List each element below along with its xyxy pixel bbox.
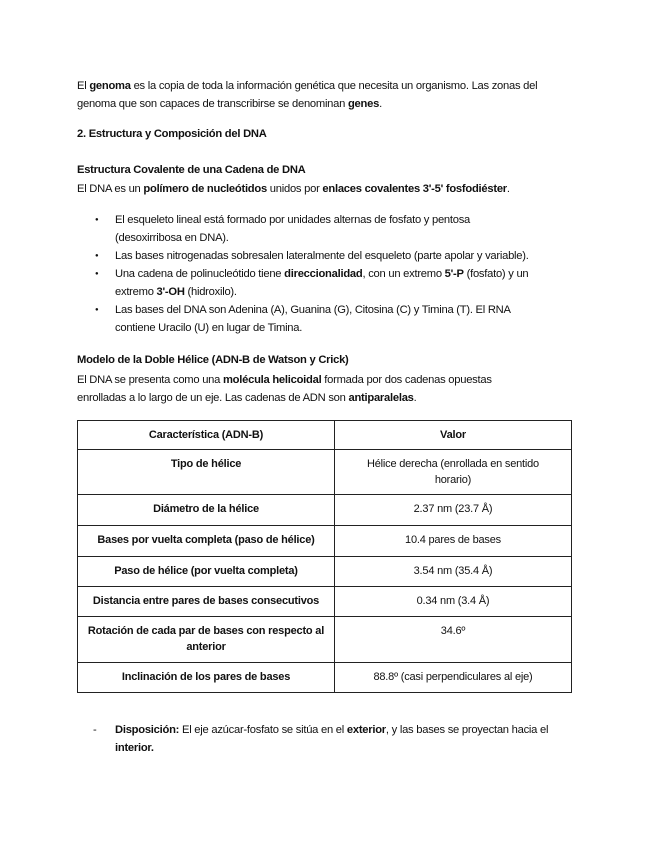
table-row — [78, 526, 572, 557]
bold-text: genoma — [89, 80, 131, 92]
bullet-item — [95, 211, 471, 247]
bold-text: interior. — [115, 742, 154, 754]
bullet-item — [95, 247, 529, 265]
text: enrolladas a lo largo de un eje. Las cadenas de ADN son — [77, 392, 349, 404]
text: genoma que son capaces de transcribirse se denominan — [77, 98, 348, 110]
text-line — [115, 721, 548, 739]
bullet-icon: ● — [95, 253, 99, 259]
bold-text: antiparalelas — [348, 392, 414, 404]
bullet-item — [95, 301, 511, 337]
value-cell: Hélice derecha (enrollada en sentido horario) — [335, 450, 572, 495]
text-line — [115, 301, 511, 319]
value-cell: 10.4 pares de bases — [335, 526, 572, 557]
text-line — [115, 319, 511, 337]
characteristic-cell: Tipo de hélice — [78, 450, 335, 495]
subheading-covalent — [77, 161, 305, 179]
intro-paragraph — [77, 77, 537, 113]
text: El eje azúcar-fosfato se sitúa en el — [179, 724, 347, 736]
text-line — [77, 371, 492, 389]
bold-text: 3'-OH — [156, 286, 185, 298]
value-cell: 0.34 nm (3.4 Å) — [335, 587, 572, 617]
text: . — [413, 392, 417, 404]
text-line — [115, 229, 470, 247]
bold-text: direccionalidad — [284, 268, 363, 280]
text-line — [77, 180, 510, 198]
dash-marker-icon: - — [93, 724, 97, 736]
text: Las bases del DNA son Adenina (A), Guanina (G), Citosina (C) y Timina (T). El RNA — [115, 304, 511, 316]
text: El — [77, 80, 90, 92]
bold-text: 5'-P — [444, 268, 464, 280]
text-line — [115, 739, 548, 757]
table-header-cell: Característica (ADN-B) — [78, 421, 335, 450]
text: El DNA es un — [77, 183, 144, 195]
text-line — [77, 389, 492, 407]
value-cell: 3.54 nm (35.4 Å) — [335, 557, 572, 587]
text-line — [77, 125, 267, 143]
covalent-paragraph — [77, 180, 510, 198]
bullet-icon: ● — [95, 271, 99, 277]
text-line — [115, 211, 470, 229]
characteristic-cell: Distancia entre pares de bases consecutivos — [78, 587, 335, 617]
text: (hidroxilo). — [184, 286, 237, 298]
text: (desoxirribosa en DNA). — [115, 232, 229, 244]
value-cell: 88.8º (casi perpendiculares al eje) — [335, 663, 572, 693]
bold-text: 2. Estructura y Composición del DNA — [77, 128, 267, 140]
bullet-icon: ● — [95, 307, 99, 313]
text-line — [115, 265, 528, 283]
text: extremo — [115, 286, 157, 298]
bold-text: Modelo de la Doble Hélice (ADN-B de Watson y Crick) — [77, 354, 349, 366]
text: (fosfato) y un — [463, 268, 529, 280]
text-line — [77, 77, 537, 95]
text-line — [77, 351, 349, 369]
text: El DNA se presenta como una — [77, 374, 223, 386]
table-row — [78, 495, 572, 526]
text: , y las bases se proyectan hacia el — [385, 724, 549, 736]
text-line — [77, 95, 537, 113]
characteristic-cell: Rotación de cada par de bases con respecto al anterior — [78, 617, 335, 663]
bullet-icon: ● — [95, 217, 99, 223]
value-cell: 2.37 nm (23.7 Å) — [335, 495, 572, 526]
helix-paragraph — [77, 371, 492, 407]
table-row — [78, 587, 572, 617]
bold-text: polímero de nucleótidos — [143, 183, 267, 195]
table-header-row — [78, 421, 572, 450]
characteristic-cell: Inclinación de los pares de bases — [78, 663, 335, 693]
text: formada por dos cadenas opuestas — [321, 374, 492, 386]
text-line — [115, 247, 529, 265]
subheading-double-helix — [77, 351, 349, 369]
table-row — [78, 617, 572, 663]
text-line — [77, 161, 305, 179]
table-row — [78, 557, 572, 587]
text: . — [506, 183, 510, 195]
text: El esqueleto lineal está formado por unidades alternas de fosfato y pentosa — [115, 214, 471, 226]
bold-text: genes — [347, 98, 380, 110]
table-row — [78, 450, 572, 495]
characteristic-cell: Diámetro de la hélice — [78, 495, 335, 526]
bold-text: Estructura Covalente de una Cadena de DNA — [77, 164, 306, 176]
table-header-cell: Valor — [335, 421, 572, 450]
bold-text: enlaces covalentes 3'-5' fosfodiéster — [322, 183, 507, 195]
bullet-item — [95, 265, 529, 301]
text-line — [115, 283, 528, 301]
dna-properties-table — [77, 420, 572, 693]
characteristic-cell: Bases por vuelta completa (paso de hélice) — [78, 526, 335, 557]
text: Una cadena de polinucleótido tiene — [115, 268, 285, 280]
text: unidos por — [266, 183, 323, 195]
table-row — [78, 663, 572, 693]
bold-text: Disposición: — [115, 724, 180, 736]
text: es la copia de toda la información genética que necesita un organismo. Las zonas del — [130, 80, 538, 92]
text: , con un extremo — [362, 268, 445, 280]
dash-item — [93, 721, 549, 757]
text: Las bases nitrogenadas sobresalen lateralmente del esqueleto (parte apolar y variable). — [115, 250, 529, 262]
text: . — [379, 98, 382, 110]
text: contiene Uracilo (U) en lugar de Timina. — [115, 322, 303, 334]
value-cell: 34.6º — [335, 617, 572, 663]
characteristic-cell: Paso de hélice (por vuelta completa) — [78, 557, 335, 587]
bold-text: molécula helicoidal — [222, 374, 322, 386]
section-heading — [77, 125, 267, 143]
bold-text: exterior — [346, 724, 386, 736]
